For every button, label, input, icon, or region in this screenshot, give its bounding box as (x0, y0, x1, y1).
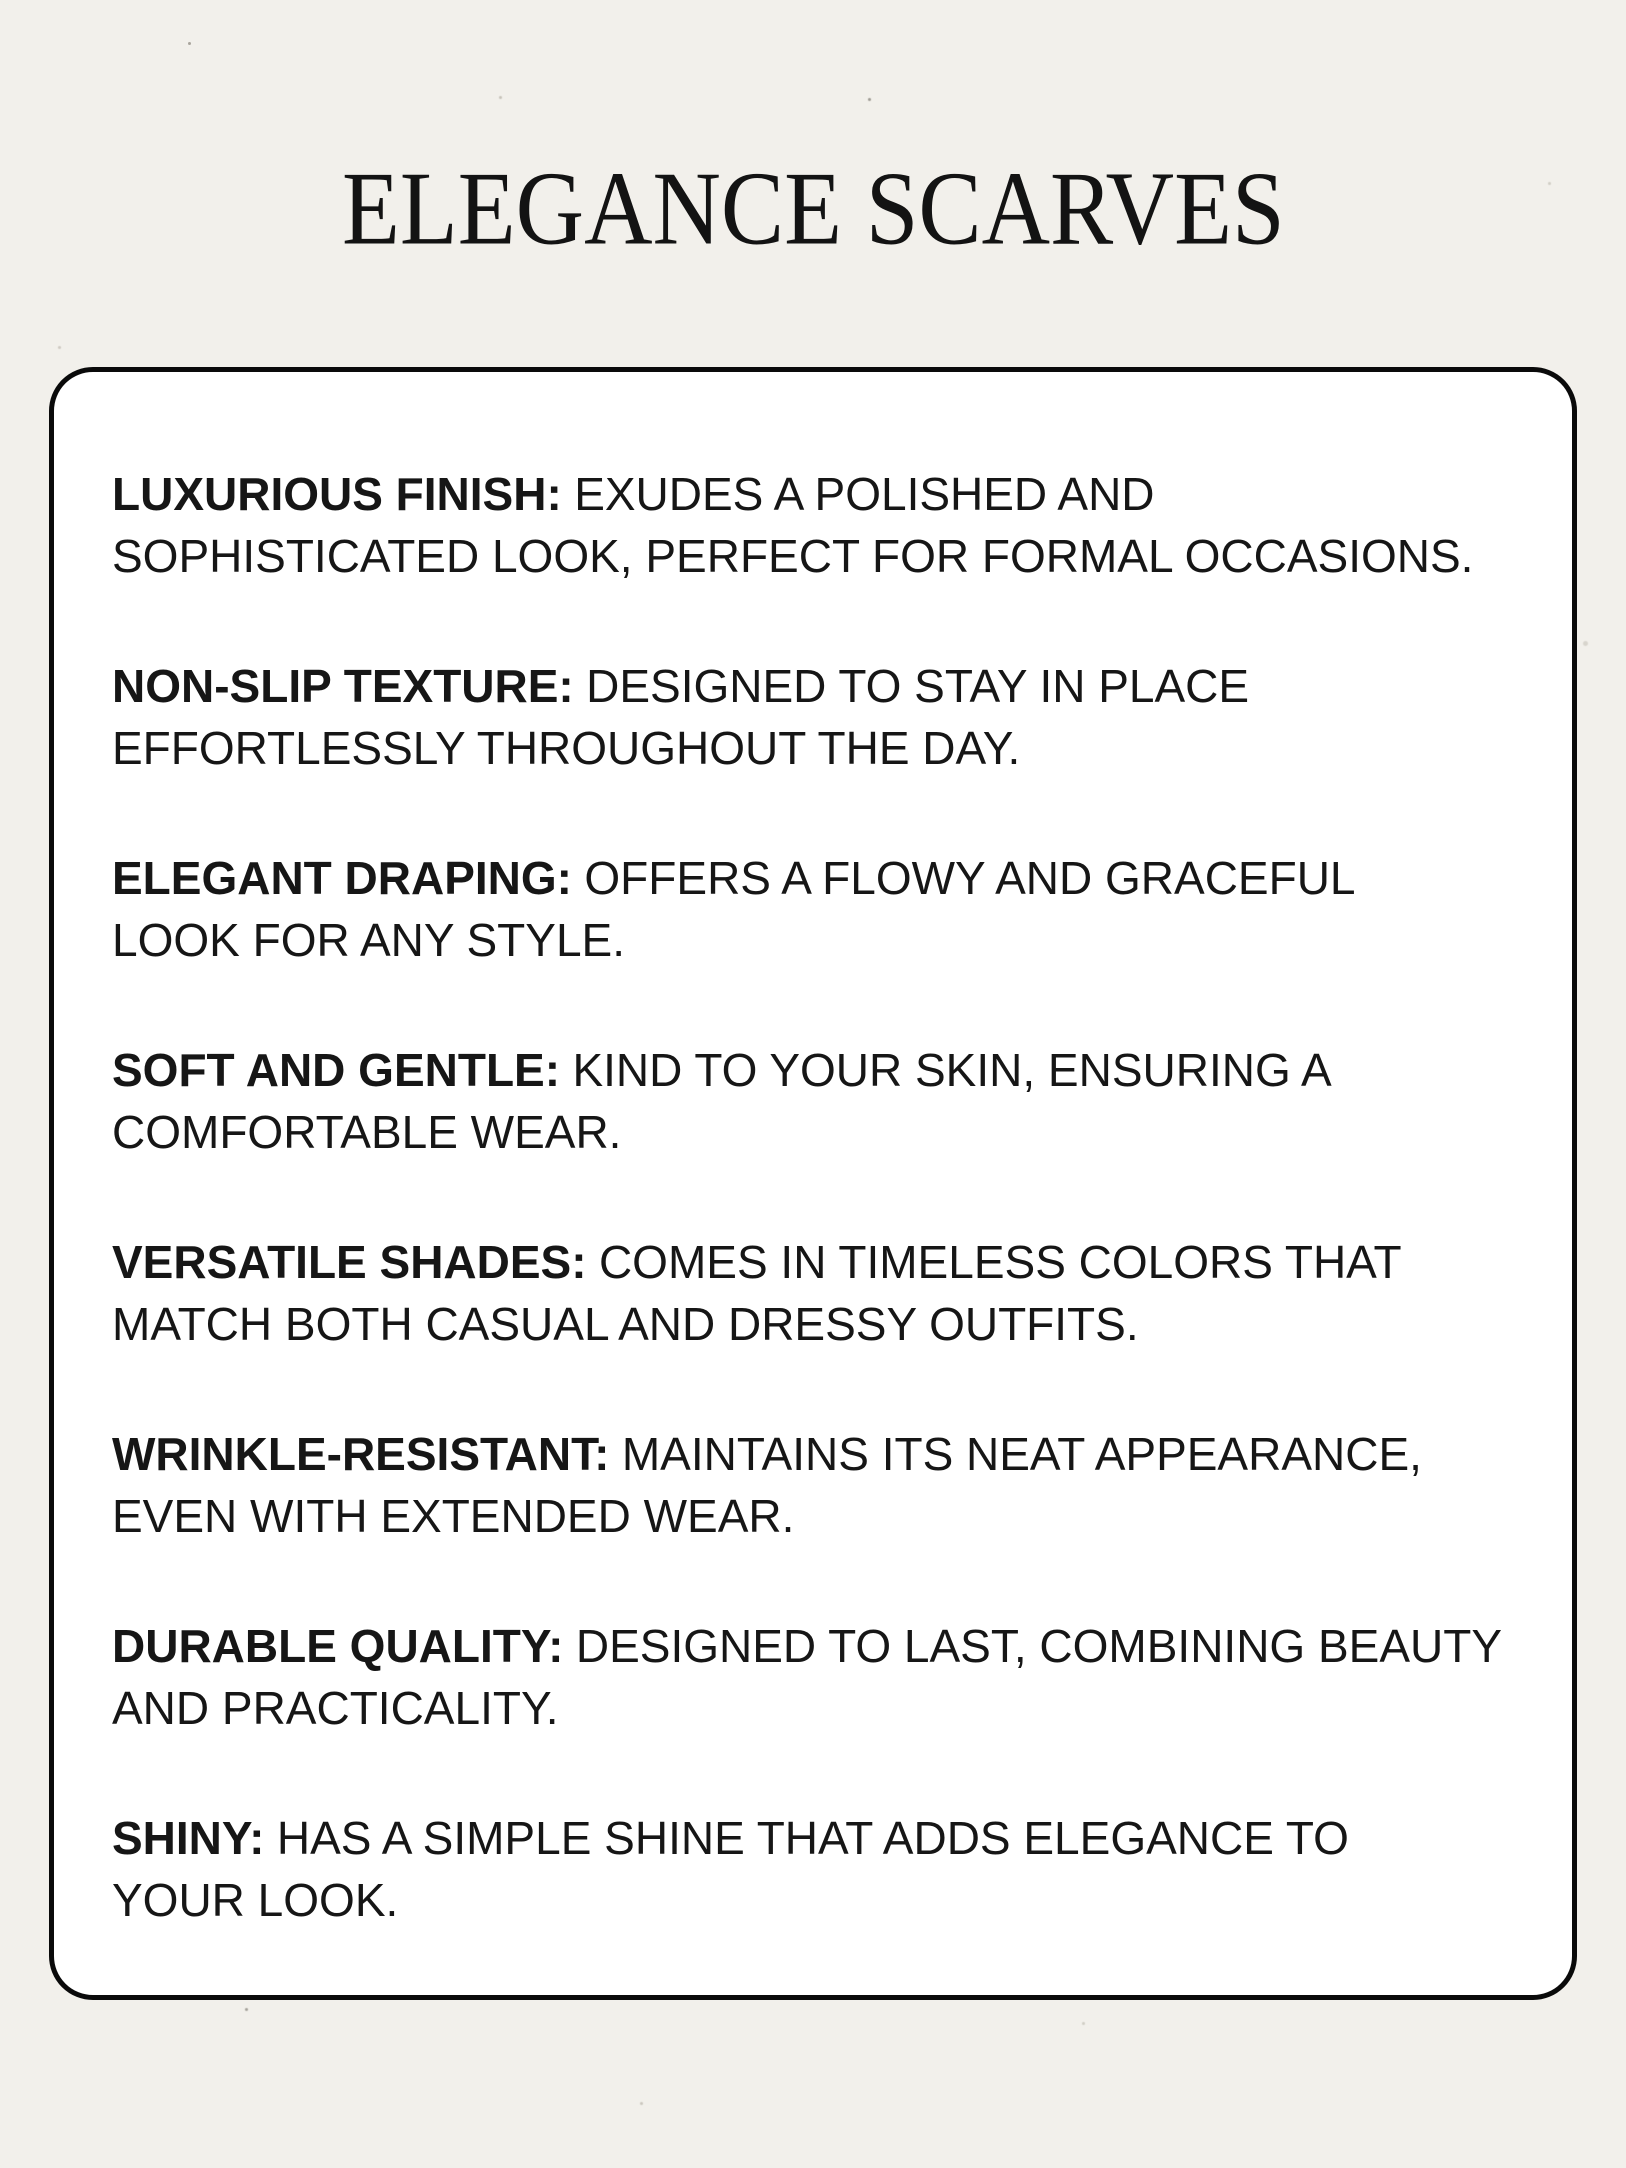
feature-text-line1: HAS A SIMPLE SHINE THAT ADDS ELEGANCE TO (276, 1812, 1349, 1864)
feature-label: LUXURIOUS FINISH: (112, 468, 562, 520)
feature-item (112, 1807, 1552, 1931)
feature-text-line2: MATCH BOTH CASUAL AND DRESSY OUTFITS. (112, 1298, 1139, 1350)
title-area (0, 150, 1626, 268)
feature-item (112, 1423, 1552, 1547)
feature-text-line1: EXUDES A POLISHED AND (574, 468, 1155, 520)
feature-text-line2: EFFORTLESSLY THROUGHOUT THE DAY. (112, 722, 1021, 774)
feature-text-line1: DESIGNED TO LAST, COMBINING BEAUTY (575, 1620, 1503, 1672)
feature-label: NON-SLIP TEXTURE: (112, 660, 574, 712)
feature-text-line2: COMFORTABLE WEAR. (112, 1106, 622, 1158)
feature-text-line2: EVEN WITH EXTENDED WEAR. (112, 1490, 795, 1542)
feature-text-line2: AND PRACTICALITY. (112, 1682, 559, 1734)
page-title: ELEGANCE SCARVES (341, 150, 1285, 268)
feature-label: SOFT AND GENTLE: (112, 1044, 561, 1096)
feature-item (112, 1615, 1552, 1739)
feature-item (112, 1039, 1552, 1163)
feature-item (112, 655, 1552, 779)
feature-label: ELEGANT DRAPING: (112, 852, 572, 904)
features-card (49, 367, 1577, 2000)
feature-text-line1: KIND TO YOUR SKIN, ENSURING A (572, 1044, 1332, 1096)
feature-item (112, 1231, 1552, 1355)
feature-text-line1: OFFERS A FLOWY AND GRACEFUL (584, 852, 1356, 904)
feature-label: VERSATILE SHADES: (112, 1236, 587, 1288)
feature-label: WRINKLE-RESISTANT: (112, 1428, 610, 1480)
feature-text-line1: COMES IN TIMELESS COLORS THAT (598, 1236, 1402, 1288)
feature-text-line2: YOUR LOOK. (112, 1874, 399, 1926)
feature-item (112, 847, 1552, 971)
feature-text-line1: DESIGNED TO STAY IN PLACE (586, 660, 1250, 712)
feature-text-line2: SOPHISTICATED LOOK, PERFECT FOR FORMAL OCCASIONS. (112, 530, 1474, 582)
feature-label: DURABLE QUALITY: (112, 1620, 564, 1672)
feature-text-line2: LOOK FOR ANY STYLE. (112, 914, 625, 966)
feature-label: SHINY: (112, 1812, 265, 1864)
feature-text-line1: MAINTAINS ITS NEAT APPEARANCE, (621, 1428, 1422, 1480)
feature-item (112, 463, 1552, 587)
